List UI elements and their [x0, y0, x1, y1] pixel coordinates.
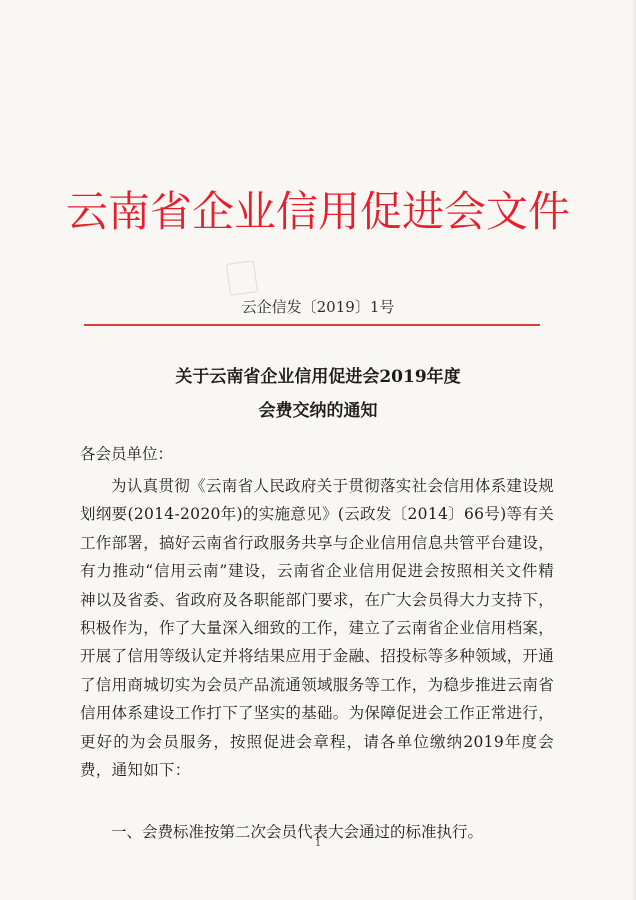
notice-title	[0, 360, 636, 428]
section-item-one: 一、会费标准按第二次会员代表大会通过的标准执行。	[111, 823, 484, 841]
page-number: 1	[314, 838, 322, 849]
scan-edge-shadow	[632, 0, 636, 900]
document-header-title: 云南省企业信用促进会文件	[65, 187, 570, 236]
faint-stamp-mark	[226, 260, 258, 296]
document-number: 云企信发〔2019〕1号	[241, 298, 395, 316]
notice-title-line-1: 关于云南省企业信用促进会2019年度	[175, 367, 461, 387]
salutation: 各会员单位：	[80, 445, 174, 463]
notice-title-line-2: 会费交纳的通知	[258, 401, 378, 421]
red-divider-line	[84, 324, 540, 326]
body-paragraph: 为认真贯彻《云南省人民政府关于贯彻落实社会信用体系建设规划纲要(2014-2020年)的实施意见》(云政发〔2014〕66号)等有关工作部署，搞好云南省行政服务共享与企业信用信息共管平台建设，有力推动“信用云南”建设，云南省企业信用促进会按照相关文件精神以及省委、省政府及各职能部门要求，在广大会员得大力支持下，积极作为，作了大量深入细致的工作，建立了云南省企业信用档案，开展了信用等级认定并将结果应用于金融、招投标等多种领域，开通了信用商城切实为会员产品流通领域服务等工作，为稳步推进云南省信用体系建设工作打下了坚实的基础。为保障促进会工作正常进行，更好的为会员服务，按照促进会章程，请各单位缴纳2019年度会费，通知如下：	[80, 477, 555, 780]
